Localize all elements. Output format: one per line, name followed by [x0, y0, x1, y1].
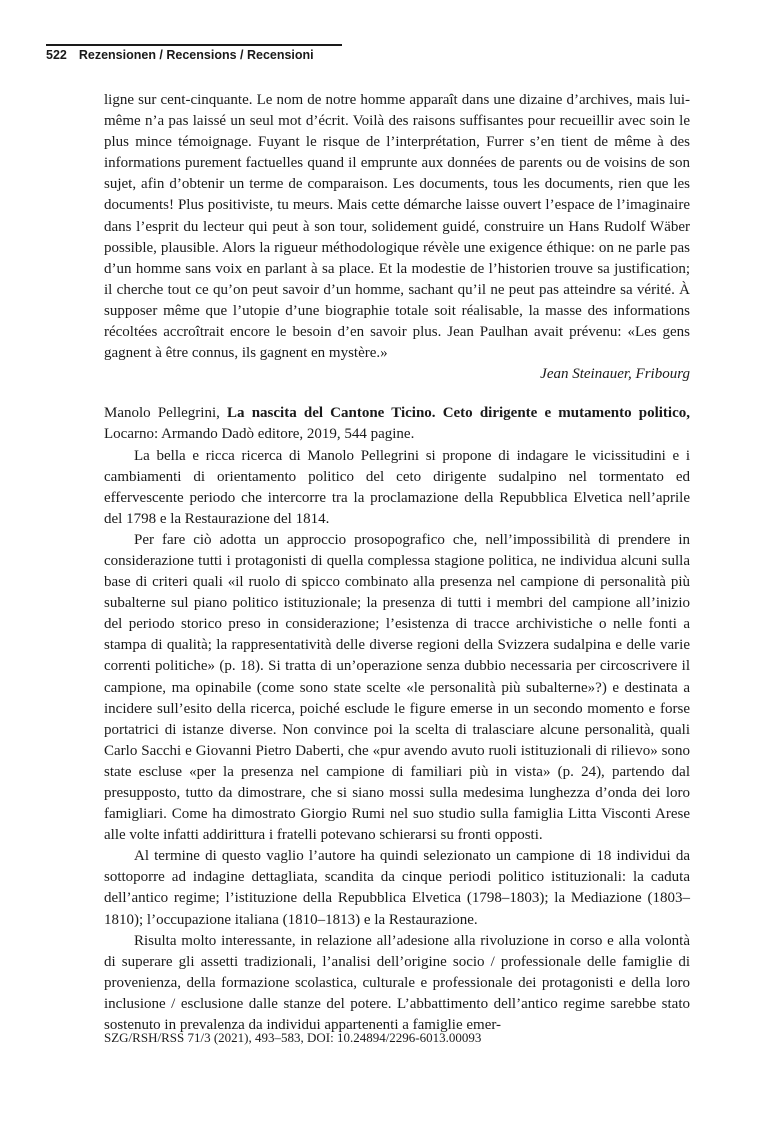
review2-paragraph-4: Risulta molto interessante, in relazione all’adesione alla rivoluzione in corso e alla volontà di superare gli assetti tradizionali, l’analisi dell’origine socio / professionale delle famiglie di provenienza, della formazione scolastica, culturale e professionale dei protagonisti e della loro inclusione / esclusione dalle stanze del potere. L’abbattimento dell’antico regime sarebbe stato sostenuto in prevalenza da individui appartenenti a famiglie emer- — [104, 932, 690, 1034]
review2-paragraph-2: Per fare ciò adotta un approccio prosopografico che, nell’impossibilità di prendere in considerazione tutti i protagonisti di quella complessa stagione politica, ne individua alcuni sulla base di criteri quali «il ruolo di spicco combinato alla presenza nel campione di personalità più subalterne sul piano politico istituzionale; la presenza di tutti i membri del campione all’inizio del periodo storico preso in considerazione; l’esistenza di tracce archivistiche o nelle fonti a stampa di qualità; la rappresentatività delle diverse regioni della Svizzera sudalpina e delle varie correnti politiche» (p. 18). Si tratta di un’operazione senza dubbio necessaria per circoscrivere il campione, ma opinabile (come sono state scelte «le personalità più subalterne»?) e destinata a incidere sull’esito della ricerca, poiché esclude le figure emerse in un secondo momento e forse portatrici di istanze diverse. Non convince poi la scelta di tralasciare alcune personalità, quali Carlo Sacchi e Giovanni Pietro Daberti, che «pur avendo avuto ruoli istituzionali di rilievo» sono state escluse «per la presenza nel campione di familiari più in vista» (p. 24), partendo dal presupposto, tutto da dimostrare, che si siano mossi sulla medesima lunghezza d’onda dei loro famigliari. Come ha dimostrato Giorgio Rumi nel suo studio sulla famiglia Litta Visconti Arese alle volte infatti addirittura i fratelli potevano schierarsi su fronti opposti. — [104, 531, 690, 844]
section-title: Rezensionen / Recensions / Recensioni — [78, 48, 314, 62]
header-rule — [46, 44, 342, 46]
review2-publication: Locarno: Armando Dadò editore, 2019, 544 pagine. — [104, 426, 415, 443]
page-body — [104, 90, 690, 1036]
running-header — [46, 44, 342, 62]
header-line — [46, 48, 342, 62]
review2-author: Manolo Pellegrini, — [104, 405, 220, 422]
page-number: 522 — [46, 48, 67, 62]
review2-paragraph-1: La bella e ricca ricerca di Manolo Pellegrini si propone di indagare le vicissitudini e i cambiamenti di orientamento politico del ceto dirigente sudalpino nel tormentato ed effervescente periodo che intercorre tra la proclamazione della Repubblica Elvetica nell’aprile del 1798 e la Restaurazione del 1814. — [104, 447, 690, 527]
footer-citation: SZG/RSH/RSS 71/3 (2021), 493–583, DOI: 10.24894/2296-6013.00093 — [104, 1030, 482, 1045]
review2-paragraph-3: Al termine di questo vaglio l’autore ha quindi selezionato un campione di 18 individui da sottoporre ad indagine dettagliata, scandita da cinque periodi politico istituzionali: la caduta dell’antico regime; l’istituzione della Repubblica Elvetica (1798–1803); la Mediazione (1803–1810); l’occupazione italiana (1810–1813) e la Restaurazione. — [104, 848, 690, 928]
review2-title: La nascita del Cantone Ticino. Ceto dirigente e mutamento politico, — [227, 405, 690, 422]
review1-paragraph: ligne sur cent-cinquante. Le nom de notre homme apparaît dans une dizaine d’archives, mais lui-même n’a pas laissé un seul mot d’écrit. Voilà des raisons suffisantes pour recueillir avec soin le plus mince témoignage. Fuyant le risque de l’interprétation, Furrer s’en tient de même à des informations purement factuelles quand il emprunte aux données de parents ou de voisins de son sujet, afin d’obtenir un terme de comparaison. Les documents, tous les documents, rien que les documents! Plus positiviste, tu meurs. Mais cette démarche laisse ouvert l’espace de l’imaginaire dans l’esprit du lecteur qui peut à son tour, solidement guidé, construire un Hans Rudolf Wäber possible, plausible. Alors la rigueur méthodologique révèle une exigence éthique: on ne parle pas d’un homme sans voix en parlant à sa place. Et la modestie de l’historien trouve sa justification; il cherche tout ce qu’on peut savoir d’un homme, sachant qu’il ne peut pas atteindre sa vérité. À supposer même que l’utopie d’une biographie totale soit réalisable, la masse des informations récoltées accroîtrait encore le besoin d’en savoir plus. Jean Paulhan avait prévenu: «Les gens gagnent à être connus, ils gagnent en mystère.» — [104, 92, 690, 362]
review2-bibliography — [104, 403, 690, 445]
review1-signature: Jean Steinauer, Fribourg — [540, 366, 690, 383]
